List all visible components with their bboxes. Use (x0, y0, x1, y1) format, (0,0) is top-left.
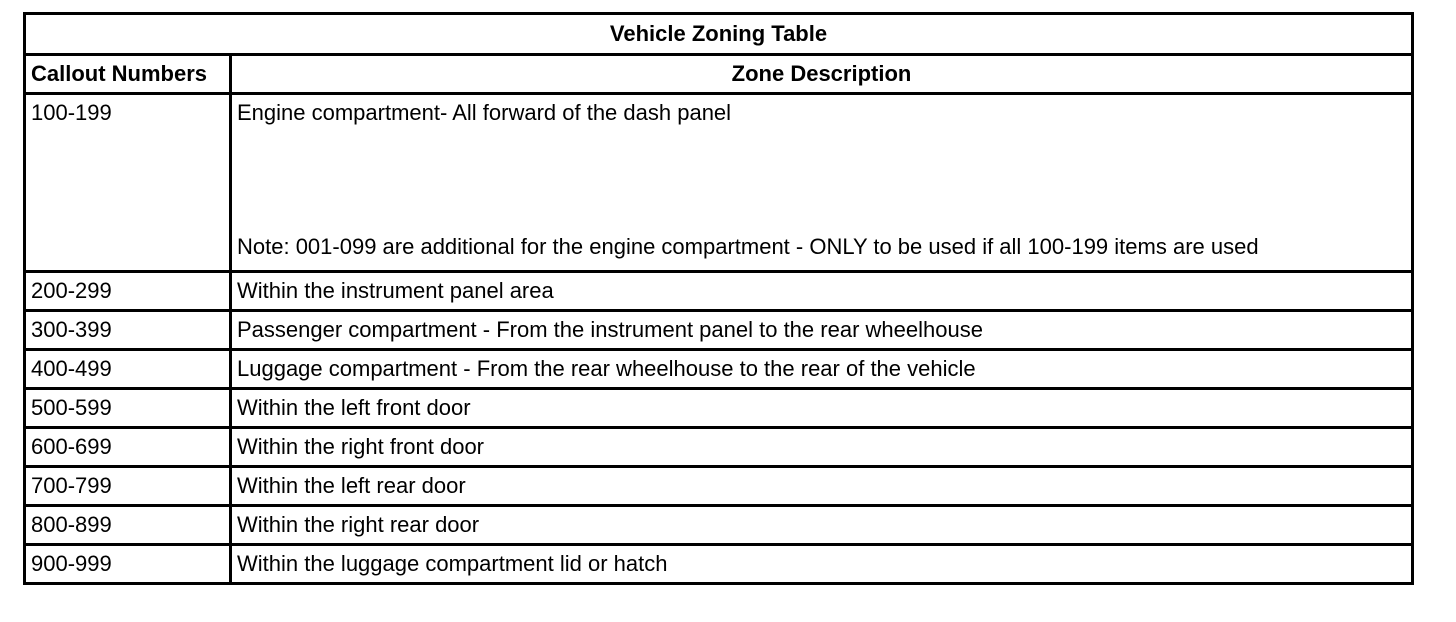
callout-cell: 200-299 (25, 272, 231, 311)
callout-cell: 600-699 (25, 428, 231, 467)
callout-cell: 500-599 (25, 389, 231, 428)
description-cell: Within the instrument panel area (231, 272, 1413, 311)
callout-cell: 700-799 (25, 467, 231, 506)
description-cell: Within the right rear door (231, 506, 1413, 545)
callout-cell: 900-999 (25, 545, 231, 584)
description-text: Engine compartment- All forward of the dash panel (237, 100, 732, 125)
table-row (25, 350, 1413, 389)
description-cell: Within the right front door (231, 428, 1413, 467)
callout-cell: 100-199 (25, 94, 231, 272)
table-title-row (25, 14, 1413, 55)
callout-cell: 300-399 (25, 311, 231, 350)
table-row (25, 272, 1413, 311)
table-row (25, 506, 1413, 545)
table-row (25, 389, 1413, 428)
table-row (25, 311, 1413, 350)
description-cell: Passenger compartment - From the instrument panel to the rear wheelhouse (231, 311, 1413, 350)
table-header-row (25, 55, 1413, 94)
table-row (25, 467, 1413, 506)
callout-cell: 400-499 (25, 350, 231, 389)
callout-cell: 800-899 (25, 506, 231, 545)
description-cell: Within the luggage compartment lid or hatch (231, 545, 1413, 584)
table-title: Vehicle Zoning Table (25, 14, 1413, 55)
header-zone-description: Zone Description (231, 55, 1413, 94)
table-row (25, 545, 1413, 584)
vehicle-zoning-table (23, 12, 1414, 585)
header-callout-numbers: Callout Numbers (25, 55, 231, 94)
description-cell: Luggage compartment - From the rear wheelhouse to the rear of the vehicle (231, 350, 1413, 389)
table-row (25, 428, 1413, 467)
description-note: Note: 001-099 are additional for the engine compartment - ONLY to be used if all 100-199 items are used (237, 234, 1259, 259)
table-row (25, 94, 1413, 272)
description-cell (231, 94, 1413, 272)
description-cell: Within the left front door (231, 389, 1413, 428)
description-cell: Within the left rear door (231, 467, 1413, 506)
